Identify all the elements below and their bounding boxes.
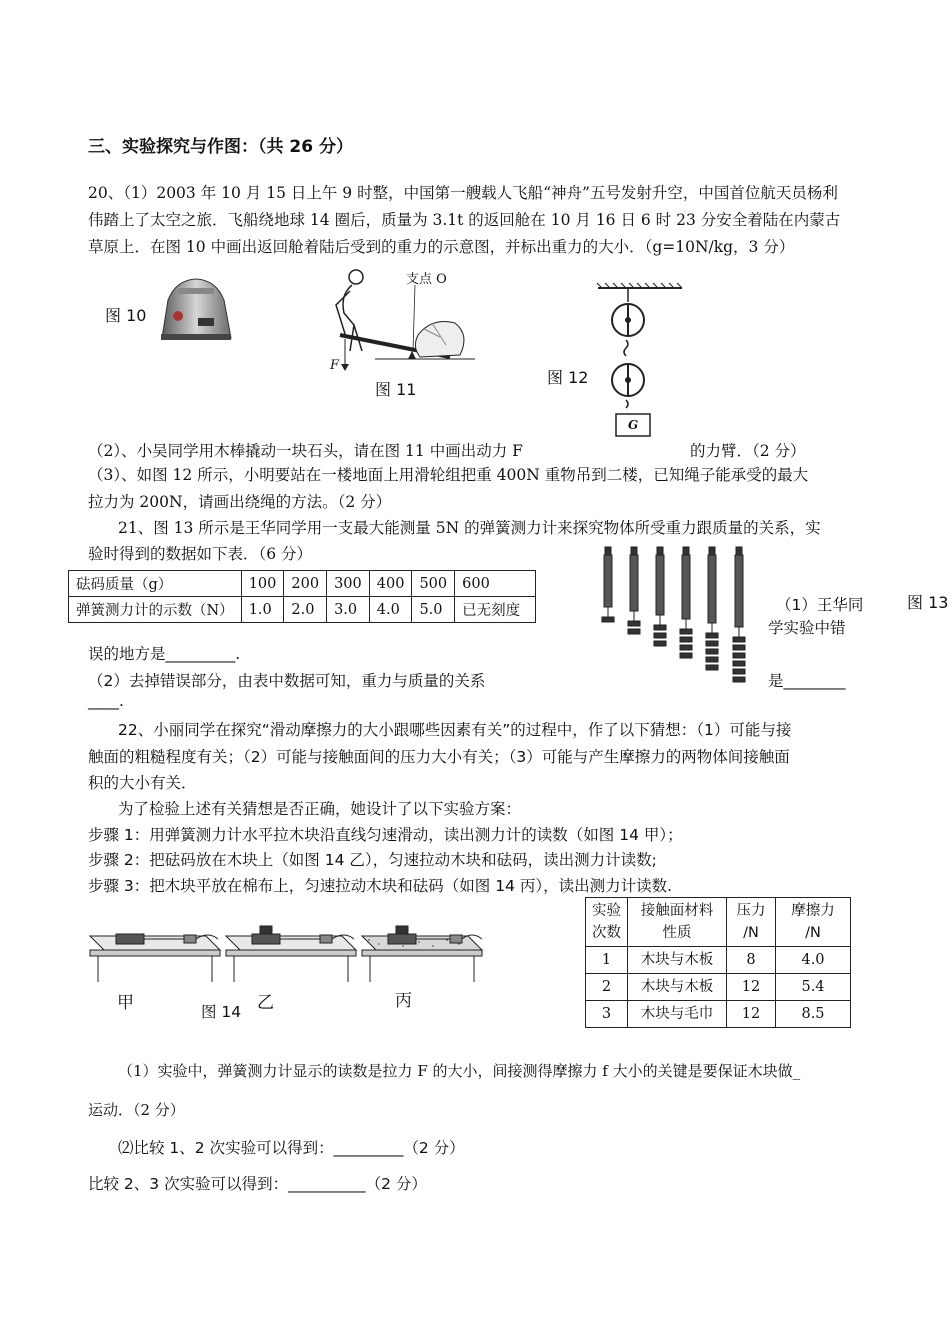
q22-q2-line2: 比较 2、3 次实验可以得到：__________（2 分）	[88, 1175, 427, 1193]
table-cell: 300	[327, 571, 370, 597]
q22-q2-line1: ⑵比较 1、2 次实验可以得到：_________（2 分）	[118, 1139, 465, 1157]
row-label: 弹簧测力计的示数（N）	[69, 597, 242, 623]
table-row	[586, 974, 851, 1001]
q22-q1-line1: （1）实验中，弹簧测力计显示的读数是拉力 F 的大小，间接测得摩擦力 f 大小的关键是要保证木块做_	[118, 1062, 801, 1080]
header-cell: 接触面材料 性质	[628, 898, 727, 947]
table-cell: 3.0	[327, 597, 370, 623]
q22-line3: 积的大小有关．	[88, 774, 197, 792]
q20-part3-line1: （3）、如图 12 所示，小明要站在一楼地面上用滑轮组把重 400N 重物吊到二楼，已知绳子能承受的最大	[88, 466, 809, 484]
q22-step1: 步骤 1：用弹簧测力计水平拉木块沿直线匀速滑动，读出测力计的读数（如图 14 甲）；	[88, 826, 683, 844]
capsule-image	[156, 276, 236, 342]
q22-q1-line2: 运动．（2 分）	[88, 1101, 185, 1119]
q21-line1: 21、图 13 所示是王华同学用一支最大能测量 5N 的弹簧测力计来探究物体所受重力跟质量的关系，实	[118, 519, 821, 537]
row-label: 砝码质量（g）	[69, 571, 242, 597]
header-cell: 压力 /N	[727, 898, 776, 947]
q20-part2-a: （2）、小吴同学用木棒撬动一块石头，请在图 11 中画出动力 F	[88, 442, 523, 460]
q20-line3: 草原上．在图 10 中画出返回舱着陆后受到的重力的示意图，并标出重力的大小．（g=10N/kg，3 分）	[88, 238, 795, 256]
header-cell: 摩擦力 /N	[776, 898, 851, 947]
q21-side-b: 学实验中错	[768, 619, 846, 637]
q22-step3: 步骤 3：把木块平放在棉布上，匀速拉动木块和砝码（如图 14 丙），读出测力计读数.	[88, 877, 673, 895]
table-cell: 4.0	[776, 947, 851, 974]
table-cell: 1.0	[241, 597, 284, 623]
q22-step2: 步骤 2：把砝码放在木块上（如图 14 乙），匀速拉动木块和砝码，读出测力计读数;	[88, 851, 657, 869]
table-cell: 木块与毛巾	[628, 1001, 727, 1028]
table-cell: 400	[369, 571, 412, 597]
pulley-figure	[594, 282, 686, 442]
table-cell: 8	[727, 947, 776, 974]
table-cell: 3	[586, 1001, 628, 1028]
q21-side-a: （1）王华同	[776, 596, 864, 614]
q21-line4-b: 是________	[768, 672, 846, 690]
fig11-force-label: F	[330, 358, 340, 373]
table-row	[586, 947, 851, 974]
table-header-row	[586, 898, 851, 947]
table-cell: 已无刻度	[455, 597, 536, 623]
fig11-pivot-label: 支点 O	[406, 272, 447, 287]
table-cell: 8.5	[776, 1001, 851, 1028]
mass-weight-table	[68, 570, 536, 623]
table-cell: 2	[586, 974, 628, 1001]
friction-table	[585, 897, 851, 1028]
q20-part2-b: 的力臂．（2 分）	[690, 442, 806, 460]
table-cell: 12	[727, 974, 776, 1001]
table-cell: 600	[455, 571, 536, 597]
fig12-weight-label: G	[628, 418, 639, 432]
table-cell: 12	[727, 1001, 776, 1028]
table-row	[586, 1001, 851, 1028]
table-cell: 5.0	[412, 597, 455, 623]
header-cell: 实验 次数	[586, 898, 628, 947]
q22-line2: 触面的粗糙程度有关；（2）可能与接触面间的压力大小有关；（3）可能与产生摩擦力的两物体间接触面	[88, 748, 790, 766]
q22-line1: 22、小丽同学在探究“滑动摩擦力的大小跟哪些因素有关”的过程中，作了以下猜想：（1）可能与接	[118, 721, 792, 739]
fig11-label: 图 11	[375, 380, 417, 399]
q21-line5: ____.	[88, 692, 124, 710]
spring-scales-figure	[596, 545, 754, 690]
table-cell: 500	[412, 571, 455, 597]
table-cell: 2.0	[284, 597, 327, 623]
q20-line2: 伟踏上了太空之旅．飞船绕地球 14 圈后，质量为 3.1t 的返回舱在 10 月 16 日 6 时 23 分安全着陆在内蒙古	[88, 211, 841, 229]
q22-line4: 为了检验上述有关猜想是否正确，她设计了以下实验方案：	[118, 800, 522, 818]
table-cell: 4.0	[369, 597, 412, 623]
fig10-label: 图 10	[105, 306, 147, 325]
table-cell: 1	[586, 947, 628, 974]
q20-part3-line2: 拉力为 200N，请画出绕绳的方法。（2 分）	[88, 493, 392, 511]
friction-figure	[86, 918, 486, 988]
q20-line1: 20、（1）2003 年 10 月 15 日上午 9 时整，中国第一艘载人飞船“神舟”五号发射升空，中国首位航天员杨利	[88, 184, 838, 202]
fig12-label: 图 12	[547, 368, 589, 387]
table-cell: 木块与木板	[628, 947, 727, 974]
q21-line3: 误的地方是_________.	[88, 645, 241, 663]
q21-line4-a: （2）去掉错误部分，由表中数据可知，重力与质量的关系	[88, 672, 486, 690]
table-cell: 100	[241, 571, 284, 597]
table-cell: 木块与木板	[628, 974, 727, 1001]
lever-figure	[320, 265, 480, 375]
fig14-label: 图 14	[201, 1003, 242, 1021]
fig13-label: 图 13	[907, 593, 949, 612]
fig14-label-c: 丙	[395, 991, 412, 1011]
table-row	[69, 597, 536, 623]
table-cell: 5.4	[776, 974, 851, 1001]
q21-line2: 验时得到的数据如下表．（6 分）	[88, 545, 313, 563]
table-cell: 200	[284, 571, 327, 597]
section-title: 三、实验探究与作图：（共 26 分）	[88, 137, 353, 157]
table-row	[69, 571, 536, 597]
fig14-label-a: 甲	[117, 993, 134, 1013]
fig14-label-b: 乙	[257, 993, 274, 1013]
